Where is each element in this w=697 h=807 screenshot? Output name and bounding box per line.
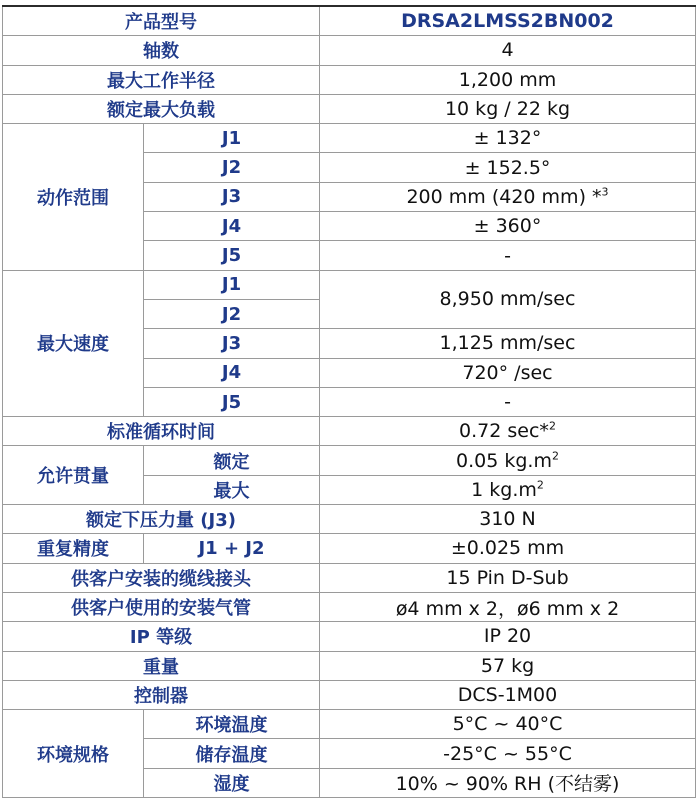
footnote-marker: 2 bbox=[548, 419, 556, 433]
env-humidity-label: 湿度 bbox=[144, 768, 320, 797]
speed-axis: J2 bbox=[144, 299, 320, 328]
speed-j12-value: 8,950 mm/sec bbox=[320, 270, 696, 329]
cable-label: 供客户安装的缆线接头 bbox=[3, 563, 320, 592]
exponent: 2 bbox=[551, 449, 559, 463]
exponent: 2 bbox=[536, 478, 544, 492]
row-payload bbox=[3, 94, 696, 123]
model-value: DRSA2LMSS2BN002 bbox=[320, 6, 696, 36]
env-temp-value: 5°C ~ 40°C bbox=[320, 710, 696, 739]
radius-label: 最大工作半径 bbox=[3, 65, 320, 94]
range-value: ± 132° bbox=[320, 124, 696, 153]
inertia-rated-label: 额定 bbox=[144, 446, 320, 475]
row-cycle bbox=[3, 417, 696, 446]
speed-label: 最大速度 bbox=[3, 270, 144, 416]
inertia-rated-text: 0.05 kg.m bbox=[456, 449, 552, 472]
range-axis: J4 bbox=[144, 212, 320, 241]
env-storage-value: -25°C ~ 55°C bbox=[320, 739, 696, 768]
range-value: ± 152.5° bbox=[320, 153, 696, 182]
row-cable bbox=[3, 563, 696, 592]
inertia-max-label: 最大 bbox=[144, 475, 320, 504]
range-value: - bbox=[320, 241, 696, 270]
spec-table bbox=[2, 5, 696, 798]
row-air bbox=[3, 592, 696, 621]
air-value: ø4 mm x 2，ø6 mm x 2 bbox=[320, 592, 696, 621]
speed-axis: J5 bbox=[144, 387, 320, 416]
footnote-marker: 3 bbox=[601, 185, 609, 199]
row-axes bbox=[3, 36, 696, 65]
weight-value: 57 kg bbox=[320, 651, 696, 680]
inertia-max-value bbox=[320, 475, 696, 504]
air-label: 供客户使用的安装气管 bbox=[3, 592, 320, 621]
range-value: ± 360° bbox=[320, 212, 696, 241]
range-axis: J3 bbox=[144, 182, 320, 211]
controller-label: 控制器 bbox=[3, 680, 320, 709]
axes-value: 4 bbox=[320, 36, 696, 65]
ip-label: IP 等级 bbox=[3, 622, 320, 651]
speed-axis: J3 bbox=[144, 329, 320, 358]
row-controller bbox=[3, 680, 696, 709]
inertia-max-text: 1 kg.m bbox=[471, 478, 537, 501]
row-repeatability bbox=[3, 534, 696, 563]
radius-value: 1,200 mm bbox=[320, 65, 696, 94]
ip-value: IP 20 bbox=[320, 622, 696, 651]
cycle-label: 标准循环时间 bbox=[3, 417, 320, 446]
row-model bbox=[3, 6, 696, 36]
row-weight bbox=[3, 651, 696, 680]
payload-value: 10 kg / 22 kg bbox=[320, 94, 696, 123]
env-temp-label: 环境温度 bbox=[144, 710, 320, 739]
repeat-label: 重复精度 bbox=[3, 534, 144, 563]
speed-axis: J4 bbox=[144, 358, 320, 387]
row-env-temp bbox=[3, 710, 696, 739]
row-speed-j1 bbox=[3, 270, 696, 299]
force-label: 额定下压力量 (J3) bbox=[3, 505, 320, 534]
row-force bbox=[3, 505, 696, 534]
repeat-axes: J1 + J2 bbox=[144, 534, 320, 563]
cycle-value bbox=[320, 417, 696, 446]
inertia-rated-value bbox=[320, 446, 696, 475]
payload-label: 额定最大负载 bbox=[3, 94, 320, 123]
env-storage-label: 储存温度 bbox=[144, 739, 320, 768]
row-range-j1 bbox=[3, 124, 696, 153]
weight-label: 重量 bbox=[3, 651, 320, 680]
range-label: 动作范围 bbox=[3, 124, 144, 270]
cable-value: 15 Pin D-Sub bbox=[320, 563, 696, 592]
range-axis: J2 bbox=[144, 153, 320, 182]
row-ip bbox=[3, 622, 696, 651]
env-label: 环境规格 bbox=[3, 710, 144, 798]
speed-j5-value: - bbox=[320, 387, 696, 416]
row-inertia-rated bbox=[3, 446, 696, 475]
model-label: 产品型号 bbox=[3, 6, 320, 36]
row-radius bbox=[3, 65, 696, 94]
inertia-label: 允许贯量 bbox=[3, 446, 144, 505]
repeat-value: ±0.025 mm bbox=[320, 534, 696, 563]
cycle-value-text: 0.72 sec* bbox=[459, 420, 549, 443]
range-axis: J5 bbox=[144, 241, 320, 270]
axes-label: 轴数 bbox=[3, 36, 320, 65]
range-axis: J1 bbox=[144, 124, 320, 153]
controller-value: DCS-1M00 bbox=[320, 680, 696, 709]
range-value-text: 200 mm (420 mm) * bbox=[406, 185, 602, 208]
range-value bbox=[320, 182, 696, 211]
env-humidity-value: 10% ~ 90% RH (不结雾) bbox=[320, 768, 696, 797]
speed-j3-value: 1,125 mm/sec bbox=[320, 329, 696, 358]
force-value: 310 N bbox=[320, 505, 696, 534]
speed-axis: J1 bbox=[144, 270, 320, 299]
speed-j4-value: 720° /sec bbox=[320, 358, 696, 387]
